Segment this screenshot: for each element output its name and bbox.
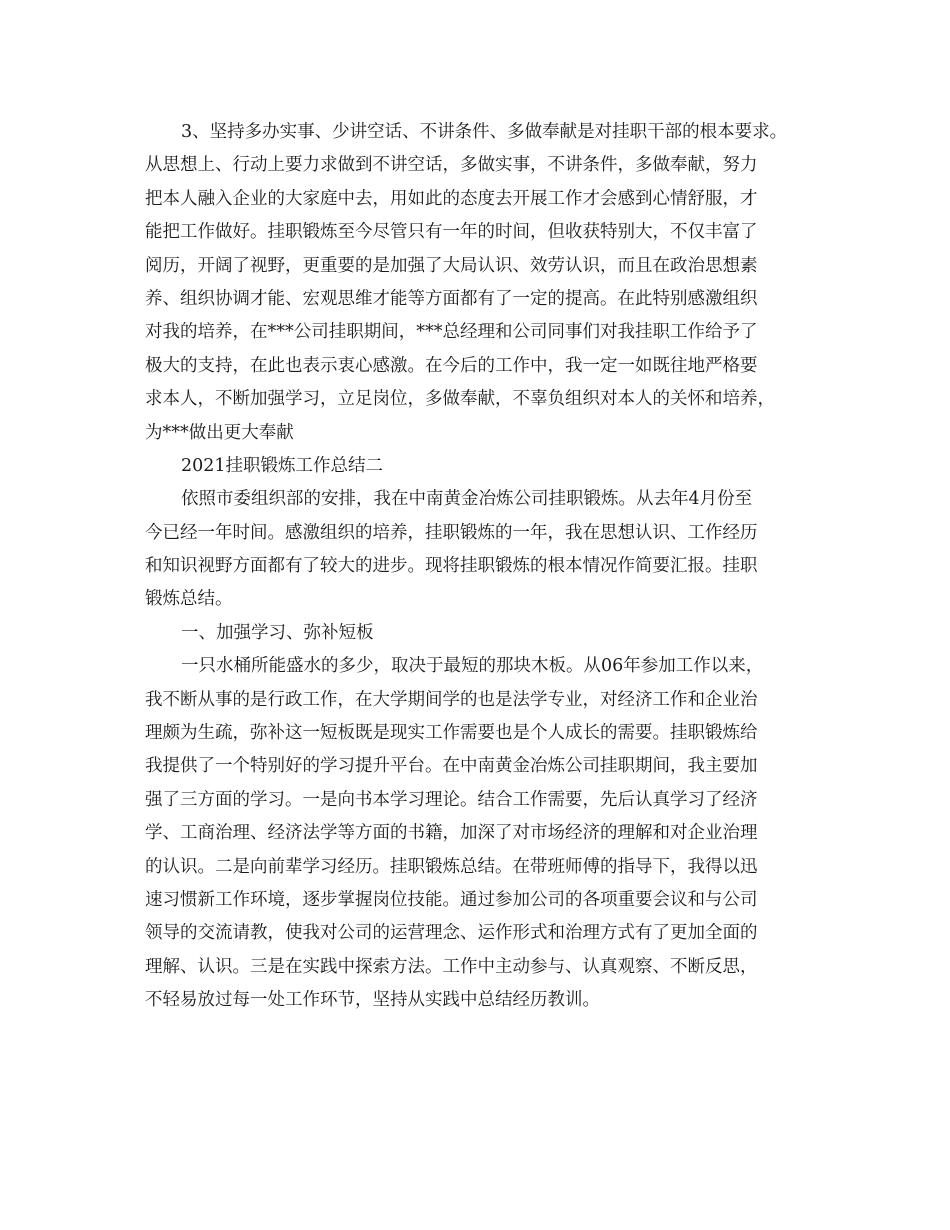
- text-line: 把本人融入企业的大家庭中去，用如此的态度去开展工作才会感到心情舒服，才: [145, 188, 758, 209]
- text-line: 求本人，不断加强学习，立足岗位，多做奉献，不辜负组织对本人的关怀和培养，: [145, 389, 775, 410]
- text-line: 我不断从事的是行政工作，在大学期间学的也是法学专业，对经济工作和企业治: [145, 689, 758, 710]
- text-line: 和知识视野方面都有了较大的进步。现将挂职锻炼的根本情况作简要汇报。挂职: [145, 556, 758, 577]
- text-line: 对我的培养，在***公司挂职期间，***总经理和公司同事们对我挂职工作给予了: [145, 322, 758, 343]
- text-line: 不轻易放过每一处工作环节，坚持从实践中总结经历教训。: [145, 990, 600, 1011]
- text-line: 速习惯新工作环境，逐步掌握岗位技能。通过参加公司的各项重要会议和与公司: [145, 889, 758, 910]
- paragraph-introduction: [145, 483, 825, 617]
- text-line: 强了三方面的学习。一是向书本学习理论。结合工作需要，先后认真学习了经济: [145, 789, 758, 810]
- text-line: 领导的交流请教，使我对公司的运营理念、运作形式和治理方式有了更加全面的: [145, 923, 758, 944]
- text-line: 阅历，开阔了视野，更重要的是加强了大局认识、效劳认识，而且在政治思想素: [145, 255, 758, 276]
- text-line: 依照市委组织部的安排，我在中南黄金冶炼公司挂职锻炼。从去年4月份至: [181, 489, 753, 510]
- text-line: 理解、认识。三是在实践中探索方法。工作中主动参与、认真观察、不断反思，: [145, 956, 758, 977]
- text-line: 为***做出更大奉献: [145, 422, 294, 443]
- text-line: 一只水桶所能盛水的多少，取决于最短的那块木板。从06年参加工作以来，: [181, 656, 764, 677]
- text-line: 极大的支持，在此也表示衷心感激。在今后的工作中，我一定一如既往地严格要: [145, 355, 758, 376]
- subheading-strengthen-learning: [145, 617, 825, 650]
- text-line: 的认识。二是向前辈学习经历。挂职锻炼总结。在带班师傅的指导下，我得以迅: [145, 856, 758, 877]
- document-body: [145, 116, 825, 1018]
- text-line: 养、组织协调才能、宏观思维才能等方面都有了一定的提高。在此特别感激组织: [145, 288, 758, 309]
- section-title-summary-two: [145, 450, 825, 483]
- text-line: 今已经一年时间。感激组织的培养，挂职锻炼的一年，我在思想认识、工作经历: [145, 522, 758, 543]
- paragraph-commitment: [145, 116, 825, 450]
- paragraph-learning: [145, 650, 825, 1017]
- text-line: 我提供了一个特别好的学习提升平台。在中南黄金冶炼公司挂职期间，我主要加: [145, 756, 758, 777]
- text-line: 能把工作做好。挂职锻炼至今尽管只有一年的时间，但收获特别大，不仅丰富了: [145, 222, 758, 243]
- text-line: 3、坚持多办实事、少讲空话、不讲条件、多做奉献是对挂职干部的根本要求。: [181, 122, 788, 142]
- text-line: 理颇为生疏，弥补这一短板既是现实工作需要也是个人成长的需要。挂职锻炼给: [145, 723, 758, 744]
- section-heading: 2021挂职锻炼工作总结二: [181, 455, 384, 476]
- subheading: 一、加强学习、弥补短板: [181, 622, 374, 643]
- text-line: 从思想上、行动上要力求做到不讲空话，多做实事，不讲条件，多做奉献，努力: [145, 155, 758, 176]
- text-line: 学、工商治理、经济法学等方面的书籍，加深了对市场经济的理解和对企业治理: [145, 823, 758, 844]
- text-line: 锻炼总结。: [145, 589, 233, 610]
